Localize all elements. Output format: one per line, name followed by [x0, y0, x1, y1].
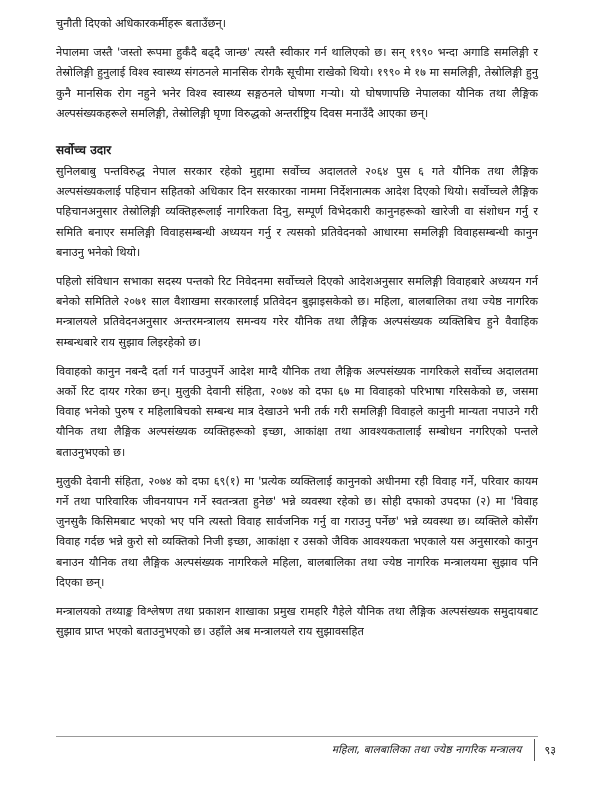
paragraph: नेपालमा जस्तै 'जस्तो रूपमा हुर्कँदै बढ्दै जान्छ' त्यस्तै स्वीकार गर्न थालिएको छ। सन् १९९० भन्दा अगाडि समलिङ्गी र तेस्रोलिङ्गी हुनुलाई विश्व स्वास्थ्य संगठनले मानसिक रोगकै सूचीमा राखेको थियो। १९९० मे १७ मा समलिङ्गी, तेस्रोलिङ्गी हुनु कुनै मानसिक रोग नहुने भनेर विश्व स्वास्थ्य सङ्गठनले घोषणा गऱ्यो। यो घोषणापछि नेपालका यौनिक तथा लैङ्गिक अल्पसंख्यकहरूले समलिङ्गी, तेस्रोलिङ्गी घृणा विरुद्धको अन्तर्राष्ट्रिय दिवस मनाउँदै आएका छन्। [56, 46, 538, 120]
page-footer [56, 738, 556, 762]
section-heading: सर्वोच्च उदार [56, 143, 112, 158]
paragraph: चुनौती दिएको अधिकारकर्मीहरू बताउँछन्। [56, 17, 226, 30]
footer-separator [534, 739, 535, 761]
paragraph: विवाहको कानुन नबन्दै दर्ता गर्न पाउनुपर्ने आदेश माग्दै यौनिक तथा लैङ्गिक अल्पसंख्यक नागरिकले सर्वोच्च अदालतमा अर्को रिट दायर गरेका छन्। मुलुकी देवानी संहिता, २०७४ को दफा ६७ मा विवाहको परिभाषा गरिसकेको छ, जसमा विवाह भनेको पुरुष र महिलाबिचको सम्बन्ध मात्र देखाउने भनी तर्क गरी समलिङ्गी विवाहले कानुनी मान्यता नपाउने गरी यौनिक तथा लैङ्गिक अल्पसंख्यक व्यक्तिहरूको इच्छा, आकांक्षा तथा आवश्यकतालाई सम्बोधन नगरिएको पन्तले बताउनुभएको छ। [56, 364, 538, 459]
page-number: ९३ [544, 743, 556, 757]
paragraph: मन्त्रालयको तथ्याङ्क विश्लेषण तथा प्रकाशन शाखाका प्रमुख रामहरि गैहेले यौनिक तथा लैङ्गिक अल्पसंख्यक समुदायबाट सुझाव प्राप्त भएको बताउनुभएको छ। उहाँले अब मन्त्रालयले राय सुझावसहित [56, 605, 538, 639]
paragraph: पहिलो संविधान सभाका सदस्य पन्तको रिट निवेदनमा सर्वोच्चले दिएको आदेशअनुसार समलिङ्गी विवाहबारे अध्ययन गर्न बनेको समितिले २०७१ साल वैशाखमा सरकारलाई प्रतिवेदन बुझाइसकेको छ। महिला, बालबालिका तथा ज्येष्ठ नागरिक मन्त्रालयले प्रतिवेदनअनुसार अन्तरमन्त्रालय समन्वय गरेर यौनिक तथा लैङ्गिक अल्पसंख्यक व्यक्तिबिच हुने वैवाहिक सम्बन्धबारे राय सुझाव लिइरहेको छ। [56, 275, 538, 349]
footer-divider [56, 736, 538, 737]
paragraph: सुनिलबाबु पन्तविरुद्ध नेपाल सरकार रहेको मुद्दामा सर्वोच्च अदालतले २०६४ पुस ६ गते यौनिक तथा लैङ्गिक अल्पसंख्यकलाई पहिचान सहितको अधिकार दिन सरकारका नाममा निर्देशनात्मक आदेश दिएको थियो। सर्वोच्चले लैङ्गिक पहिचानअनुसार तेस्रोलिङ्गी व्यक्तिहरूलाई नागरिकता दिनु, सम्पूर्ण विभेदकारी कानुनहरूको खारेजी वा संशोधन गर्नु र समिति बनाएर समलिङ्गी विवाहसम्बन्धी अध्ययन गर्नु र त्यसको प्रतिवेदनको आधारमा समलिङ्गी विवाहसम्बन्धी कानुन बनाउनु भनेको थियो। [56, 165, 538, 259]
footer-title: महिला, बालबालिका तथा ज्येष्ठ नागरिक मन्त्रालय [331, 744, 522, 756]
paragraph: मुलुकी देवानी संहिता, २०७४ को दफा ६९(१) मा 'प्रत्येक व्यक्तिलाई कानुनको अधीनमा रही विवाह गर्ने, परिवार कायम गर्ने तथा पारिवारिक जीवनयापन गर्ने स्वतन्त्रता हुनेछ' भन्ने व्यवस्था रहेको छ। सोही दफाको उपदफा (२) मा 'विवाह जुनसुकै किसिमबाट भएको भए पनि त्यस्तो विवाह सार्वजनिक गर्नु वा गराउनु पर्नेछ' भन्ने व्यवस्था छ। व्यक्तिले कोसँग विवाह गर्दछ भन्ने कुरो सो व्यक्तिको निजी इच्छा, आकांक्षा र उसको जैविक आवश्यकता भएकाले यस अनुसारको कानुन बनाउन यौनिक तथा लैङ्गिक अल्पसंख्यक नागरिकले महिला, बालबालिका तथा ज्येष्ठ नागरिक मन्त्रालयमा सुझाव पनि दिएका छन्। [56, 474, 538, 589]
